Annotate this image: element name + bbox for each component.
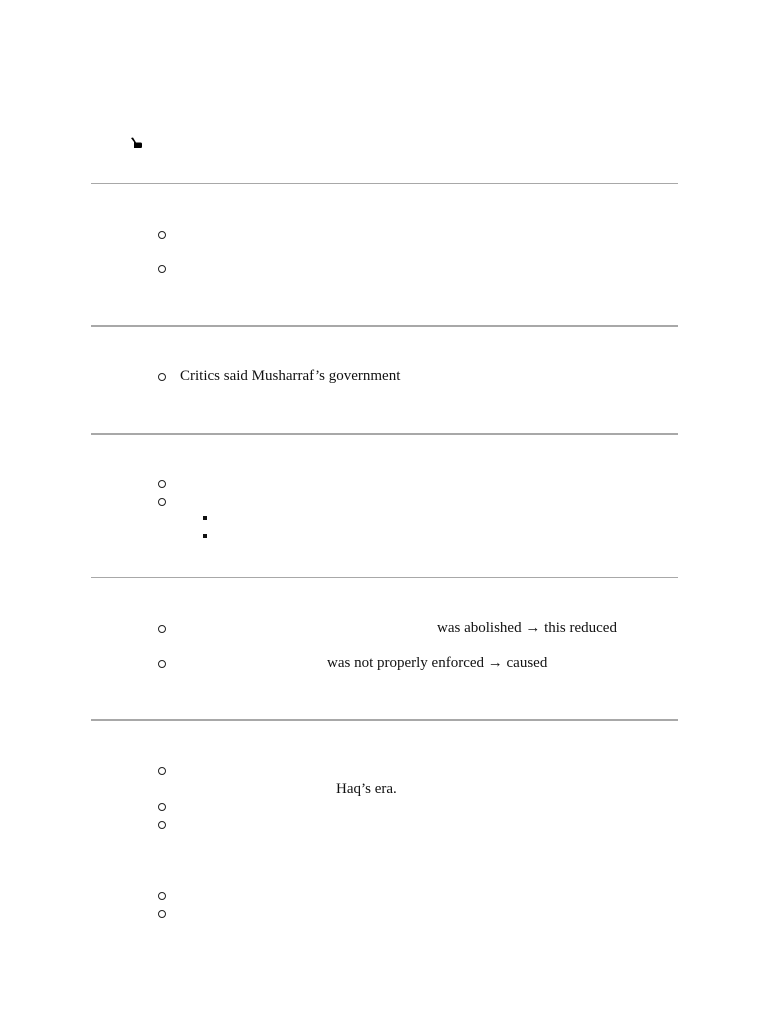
list-item-text: was abolished → this reduced [437, 620, 617, 636]
section-divider-3 [91, 433, 678, 435]
list-item-text: Critics said Musharraf’s government [180, 368, 401, 384]
pointing-hand-icon [128, 136, 144, 150]
list-bullet [158, 231, 166, 239]
list-bullet [158, 373, 166, 381]
list-bullet [158, 480, 166, 488]
list-item-text: was not properly enforced → caused [327, 655, 548, 671]
list-bullet [158, 625, 166, 633]
list-bullet [158, 660, 166, 668]
section-divider-4 [91, 577, 678, 578]
list-bullet [158, 821, 166, 829]
list-bullet [158, 498, 166, 506]
sub-list-bullet [203, 516, 207, 520]
section-divider-5 [91, 719, 678, 721]
list-bullet [158, 803, 166, 811]
section-divider-2 [91, 325, 678, 327]
list-bullet [158, 767, 166, 775]
sub-list-bullet [203, 534, 207, 538]
list-bullet [158, 892, 166, 900]
list-bullet [158, 910, 166, 918]
section-divider-1 [91, 183, 678, 184]
list-item-text: Haq’s era. [336, 781, 397, 797]
list-bullet [158, 265, 166, 273]
